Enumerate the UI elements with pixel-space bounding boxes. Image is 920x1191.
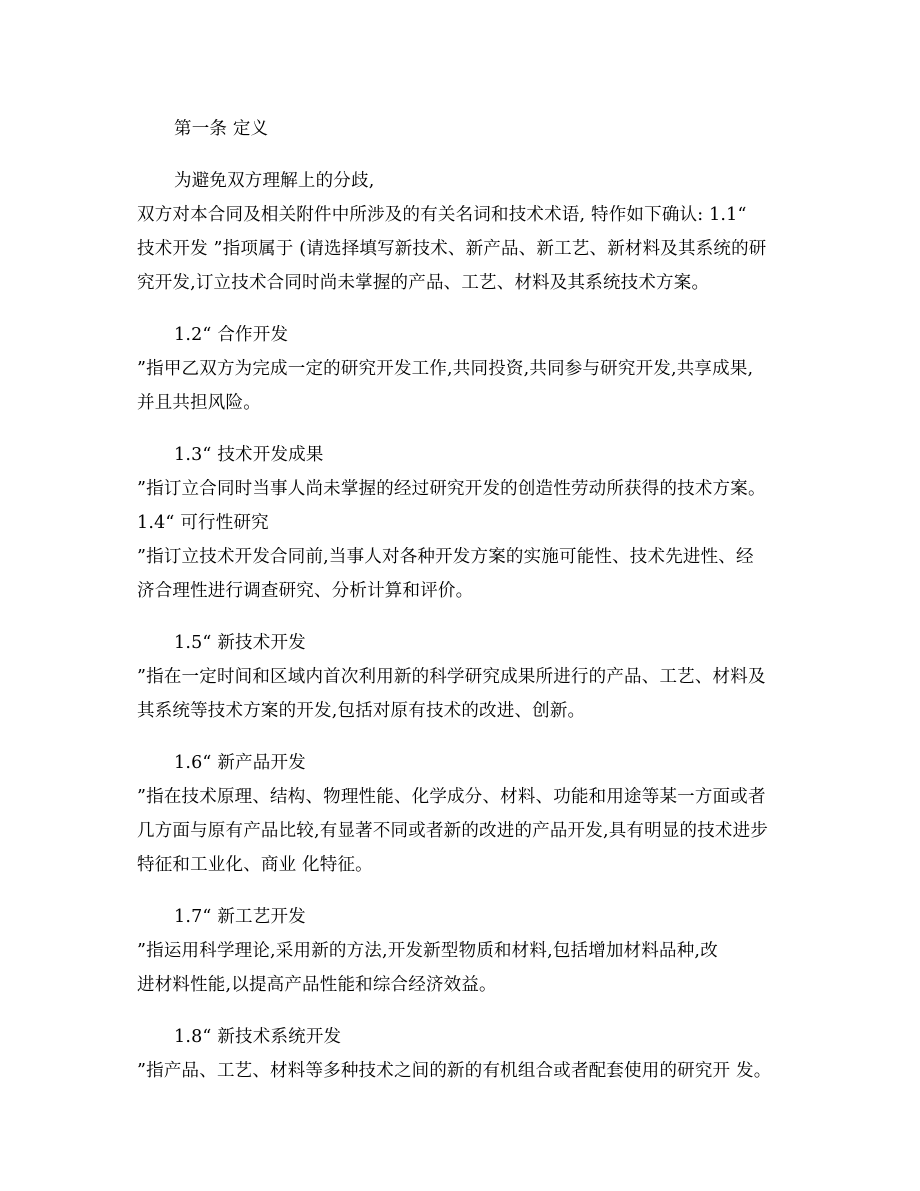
definition-title: 1.3“ 技术开发成果 <box>174 445 324 465</box>
intro-line: 双方对本合同及相关附件中所涉及的有关名词和技术术语, 特作如下确认: 1.1“ <box>137 205 747 225</box>
definition-title: 1.2“ 合作开发 <box>174 325 289 345</box>
section-heading: 第一条 定义 <box>174 119 269 139</box>
definition-title: 1.4“ 可行性研究 <box>137 513 269 533</box>
intro-line: 技术开发 ”指项属于 (请选择填写新技术、新产品、新工艺、新材料及其系统的研 <box>137 239 767 259</box>
definition-title: 1.7“ 新工艺开发 <box>174 907 306 927</box>
definition-line: 特征和工业化、商业 化特征。 <box>137 855 373 875</box>
definition-line: ”指运用科学理论,采用新的方法,开发新型物质和材料,包括增加材料品种,改 <box>137 941 718 961</box>
definition-line: ”指产品、工艺、材料等多种技术之间的新的有机组合或者配套使用的研究开 发。 <box>137 1061 772 1081</box>
intro-line: 究开发,订立技术合同时尚未掌握的产品、工艺、材料及其系统技术方案。 <box>137 273 710 293</box>
definition-line: 并且共担风险。 <box>137 393 261 413</box>
definition-line: 几方面与原有产品比较,有显著不同或者新的改进的产品开发,具有明显的技术进步 <box>137 821 769 841</box>
definition-line: 其系统等技术方案的开发,包括对原有技术的改进、创新。 <box>137 701 586 721</box>
definition-line: 进材料性能,以提高产品性能和综合经济效益。 <box>137 975 497 995</box>
definition-line: ”指订立技术开发合同前,当事人对各种开发方案的实施可能性、技术先进性、经 <box>137 547 754 567</box>
intro-line: 为避免双方理解上的分歧, <box>174 171 375 191</box>
definition-line: 济合理性进行调查研究、分析计算和评价。 <box>137 581 474 601</box>
definition-title: 1.5“ 新技术开发 <box>174 633 306 653</box>
definition-line: ”指甲乙双方为完成一定的研究开发工作,共同投资,共同参与研究开发,共享成果, <box>137 359 754 379</box>
definition-line: ”指在一定时间和区域内首次利用新的科学研究成果所进行的产品、工艺、材料及 <box>137 667 766 687</box>
definition-line: ”指订立合同时当事人尚未掌握的经过研究开发的创造性劳动所获得的技术方案。 <box>137 479 766 499</box>
definition-title: 1.6“ 新产品开发 <box>174 753 306 773</box>
definition-title: 1.8“ 新技术系统开发 <box>174 1027 342 1047</box>
definition-line: ”指在技术原理、结构、物理性能、化学成分、材料、功能和用途等某一方面或者 <box>137 787 766 807</box>
